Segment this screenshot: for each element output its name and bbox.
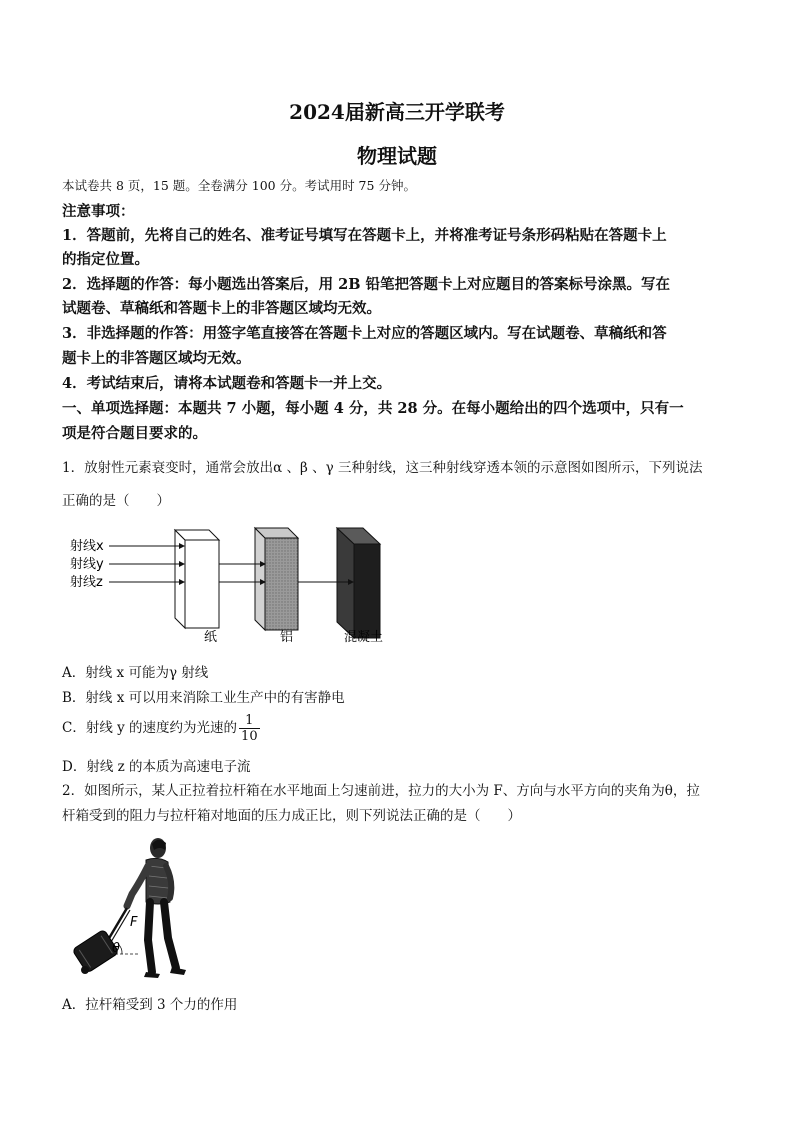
ray-x-label: 射线x: [70, 539, 104, 554]
q1-stem: 1．放射性元素衰变时，通常会放出α 、β 、γ 三种射线，这三种射线穿透本领的示意图如图所示，下列说法: [62, 460, 703, 476]
subject-title: 物理试题: [357, 144, 437, 168]
fraction-denominator: 10: [241, 729, 258, 744]
q2-option-a: A．拉杆箱受到 3 个力的作用: [62, 997, 238, 1013]
notice-line: 试题卷、草稿纸和答题卡上的非答题区域均无效。: [62, 300, 381, 317]
q1-option-c-text: C．射线 y 的速度约为光速的: [62, 720, 238, 736]
q1-option-c: [62, 710, 260, 746]
force-label: F: [130, 915, 138, 930]
section-heading-cont: 项是符合题目要求的。: [62, 425, 207, 442]
luggage-handle: [108, 908, 127, 940]
notice-line: 的指定位置。: [62, 251, 149, 268]
exam-meta: 本试卷共 8 页，15 题。全卷满分 100 分。考试用时 75 分钟。: [62, 178, 416, 193]
luggage-pulling-figure: [70, 836, 200, 984]
ray-y-label: 射线y: [70, 557, 104, 572]
paper-sheet: [185, 540, 219, 628]
aluminum-plate: [265, 538, 298, 630]
suitcase-wheel: [81, 966, 89, 974]
radiation-penetration-figure: [62, 520, 402, 650]
exam-title: 2024届新高三开学联考: [289, 100, 505, 124]
notice-line: 2．选择题的作答：每小题选出答案后，用 2B 铅笔把答题卡上对应题目的答案标号涂黑。写在: [62, 276, 671, 293]
q1-option-b: B．射线 x 可以用来消除工业生产中的有害静电: [62, 690, 345, 706]
q2-stem-cont: 杆箱受到的阻力与拉杆箱对地面的压力成正比，则下列说法正确的是（ ）: [62, 808, 521, 824]
notice-heading: 注意事项：: [62, 203, 135, 220]
person-arm: [127, 866, 148, 906]
paper-edge: [175, 530, 185, 628]
notice-line: 1．答题前，先将自己的姓名、准考证号填写在答题卡上，并将准考证号条形码粘贴在答题卡上: [62, 227, 667, 244]
concrete-block: [354, 544, 380, 638]
fraction: [239, 713, 260, 744]
section-heading: 一、单项选择题：本题共 7 小题，每小题 4 分，共 28 分。在每小题给出的四个选项中，只有一: [62, 400, 684, 417]
paper-label: 纸: [204, 630, 218, 645]
q1-option-d: D．射线 z 的本质为高速电子流: [62, 759, 251, 775]
aluminum-label: 铝: [280, 630, 294, 645]
ray-z-label: 射线z: [70, 575, 103, 590]
q2-stem: 2．如图所示，某人正拉着拉杆箱在水平地面上匀速前进，拉力的大小为 F、方向与水平方向的夹角为θ，拉: [62, 783, 700, 799]
notice-line: 3．非选择题的作答：用签字笔直接答在答题卡上对应的答题区域内。写在试题卷、草稿纸和答: [62, 325, 667, 342]
q1-stem-cont: 正确的是（ ）: [62, 493, 170, 509]
fraction-numerator: 1: [239, 713, 260, 729]
notice-line: 题卡上的非答题区域均无效。: [62, 350, 251, 367]
concrete-label: 混凝土: [344, 630, 384, 645]
theta-label: θ: [112, 941, 120, 956]
notice-line: 4．考试结束后，请将本试题卷和答题卡一并上交。: [62, 375, 392, 392]
person-leg: [148, 902, 152, 972]
q1-option-a: A．射线 x 可能为γ 射线: [62, 665, 209, 681]
